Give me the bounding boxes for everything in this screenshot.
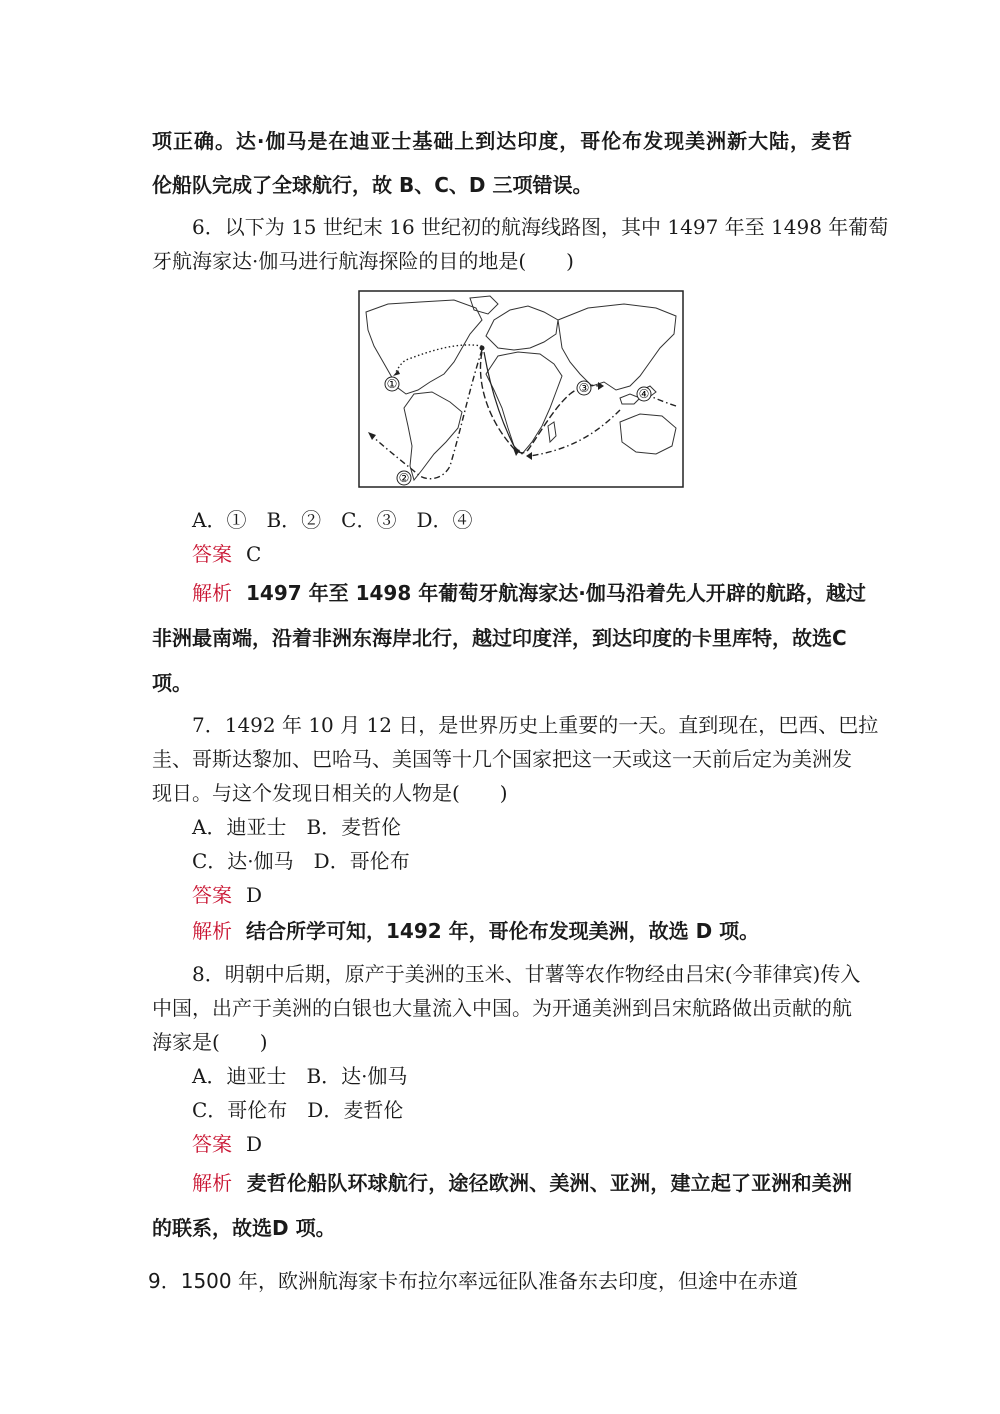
q8-options-line-1: A．迪亚士 B．达·伽马 — [192, 1064, 408, 1088]
q8-stem-line-2: 中国，出产于美洲的白银也大量流入中国。为开通美洲到吕宋航路做出贡献的航 — [152, 996, 852, 1020]
map-label-3 — [577, 381, 591, 395]
q7-options-line-2: C．达·伽马 D．哥伦布 — [192, 849, 410, 873]
q8-answer-value: D — [246, 1132, 263, 1156]
q8-stem-line-3: 海家是( ) — [152, 1030, 268, 1054]
prev-analysis-line-1: 项正确。达·伽马是在迪亚士基础上到达印度，哥伦布发现美洲新大陆，麦哲 — [152, 129, 852, 153]
q6-analysis-label: 解析 — [192, 581, 232, 605]
q6-answer-label: 答案 — [192, 542, 232, 566]
q8-analysis-label: 解析 — [192, 1171, 233, 1195]
q6-analysis-line-3: 项。 — [152, 671, 192, 695]
map-frame — [359, 291, 683, 487]
q6-analysis-text-1: 1497 年至 1498 年葡萄牙航海家达·伽马沿着先人开辟的航路，越过 — [246, 581, 866, 605]
map-label-1 — [385, 377, 399, 391]
q7-answer-row — [192, 882, 892, 908]
q7-analysis-row — [192, 918, 892, 944]
q6-stem-line-1: 6．以下为 15 世纪末 16 世纪初的航海线路图，其中 1497 年至 1498 年葡萄 — [192, 215, 889, 239]
map-label-2 — [397, 471, 411, 485]
q6-stem-line-2: 牙航海家达·伽马进行航海探险的目的地是( ) — [152, 249, 574, 273]
q8-options-line-2: C．哥伦布 D．麦哲伦 — [192, 1098, 404, 1122]
q7-analysis-label: 解析 — [192, 919, 232, 943]
q7-answer-label: 答案 — [192, 883, 232, 907]
q8-answer-row — [192, 1131, 892, 1157]
prev-analysis-line-2: 伦船队完成了全球航行，故 B、C、D 三项错误。 — [152, 173, 593, 197]
map-label-4-text: ④ — [638, 387, 650, 401]
start-port-marker — [480, 346, 485, 351]
map-label-1-text: ① — [386, 377, 398, 391]
q7-stem-line-2: 圭、哥斯达黎加、巴哈马、美国等十几个国家把这一天或这一天前后定为美洲发 — [152, 747, 852, 771]
q8-stem-line-1: 8．明朝中后期，原产于美洲的玉米、甘薯等农作物经由吕宋(今菲律宾)传入 — [192, 962, 861, 986]
q6-answer-row — [192, 541, 892, 567]
map-label-4 — [637, 387, 651, 401]
q7-stem-line-3: 现日。与这个发现日相关的人物是( ) — [152, 781, 508, 805]
q7-analysis-text: 结合所学可知，1492 年，哥伦布发现美洲，故选 D 项。 — [246, 919, 760, 943]
q6-answer-value: C — [246, 542, 262, 566]
q6-options: A．① B．② C．③ D．④ — [192, 508, 473, 532]
q8-answer-label: 答案 — [192, 1132, 232, 1156]
q7-answer-value: D — [246, 883, 263, 907]
voyage-route-map — [358, 290, 684, 488]
q6-analysis-line-1 — [192, 580, 866, 606]
q7-stem-line-1: 7．1492 年 10 月 12 日，是世界历史上重要的一天。直到现在，巴西、巴拉 — [192, 713, 879, 737]
q9-stem-line-1: 9．1500 年，欧洲航海家卡布拉尔率远征队准备东去印度，但途中在赤道 — [148, 1269, 798, 1293]
q8-analysis-line-1 — [192, 1170, 852, 1196]
map-label-2-text: ② — [398, 471, 410, 485]
q8-analysis-line-2: 的联系，故选D 项。 — [152, 1216, 336, 1240]
q6-analysis-line-2: 非洲最南端，沿着非洲东海岸北行，越过印度洋，到达印度的卡里库特，故选C — [152, 626, 847, 650]
q7-options-line-1: A．迪亚士 B．麦哲伦 — [192, 815, 402, 839]
map-label-3-text: ③ — [578, 381, 590, 395]
q8-analysis-text-1: 麦哲伦船队环球航行，途径欧洲、美洲、亚洲，建立起了亚洲和美洲 — [246, 1171, 852, 1195]
